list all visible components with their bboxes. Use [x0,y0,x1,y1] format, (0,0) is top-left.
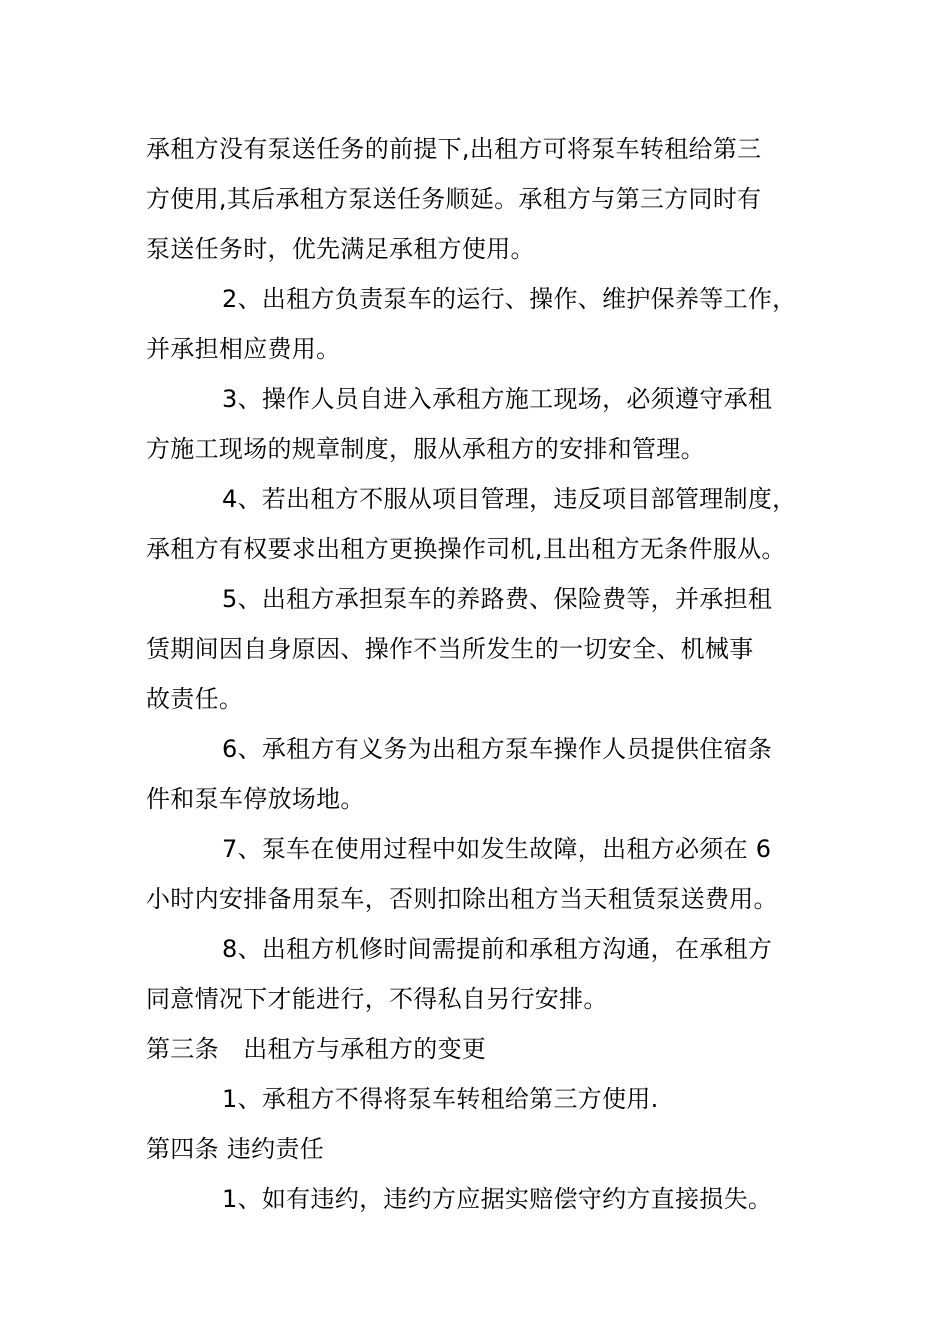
clause-item-3: 3、操作人员自进入承租方施工现场，必须遵守承租 [222,385,773,413]
paragraph-line: 承租方有权要求出租方更换操作司机,且出租方无条件服从。 [146,535,786,563]
paragraph-line: 故责任。 [146,685,244,713]
clause-item-4: 4、若出租方不服从项目管理，违反项目部管理制度， [222,485,797,513]
clause-item-2: 2、出租方负责泵车的运行、操作、维护保养等工作， [222,285,797,313]
clause-item-8: 8、出租方机修时间需提前和承租方沟通，在承租方 [222,935,773,963]
clause-item-7: 7、泵车在使用过程中如发生故障，出租方必须在 6 [222,835,772,863]
paragraph-line: 件和泵车停放场地。 [146,785,365,813]
paragraph-line: 承租方没有泵送任务的前提下,出租方可将泵车转租给第三 [146,135,762,163]
paragraph-line: 并承担相应费用。 [146,335,341,363]
clause-item-1: 1、承租方不得将泵车转租给第三方使用. [222,1085,659,1113]
paragraph-line: 赁期间因自身原因、操作不当所发生的一切安全、机械事 [146,635,754,663]
paragraph-line: 小时内安排备用泵车，否则扣除出租方当天租赁泵送费用。 [146,885,778,913]
clause-item-5: 5、出租方承担泵车的养路费、保险费等，并承担租 [222,585,773,613]
clause-item-6: 6、承租方有义务为出租方泵车操作人员提供住宿条 [222,735,773,763]
paragraph-line: 同意情况下才能进行，不得私自另行安排。 [146,985,608,1013]
paragraph-line: 方施工现场的规章制度，服从承租方的安排和管理。 [146,435,705,463]
clause-item-1: 1、如有违约，违约方应据实赔偿守约方直接损失。 [222,1185,773,1213]
section-heading-article-4: 第四条 违约责任 [146,1135,325,1163]
document-page [146,124,818,1224]
paragraph-line: 泵送任务时，优先满足承租方使用。 [146,235,535,263]
section-heading-article-3: 第三条 出租方与承租方的变更 [146,1035,487,1063]
paragraph-line: 方使用,其后承租方泵送任务顺延。承租方与第三方同时有 [146,185,762,213]
